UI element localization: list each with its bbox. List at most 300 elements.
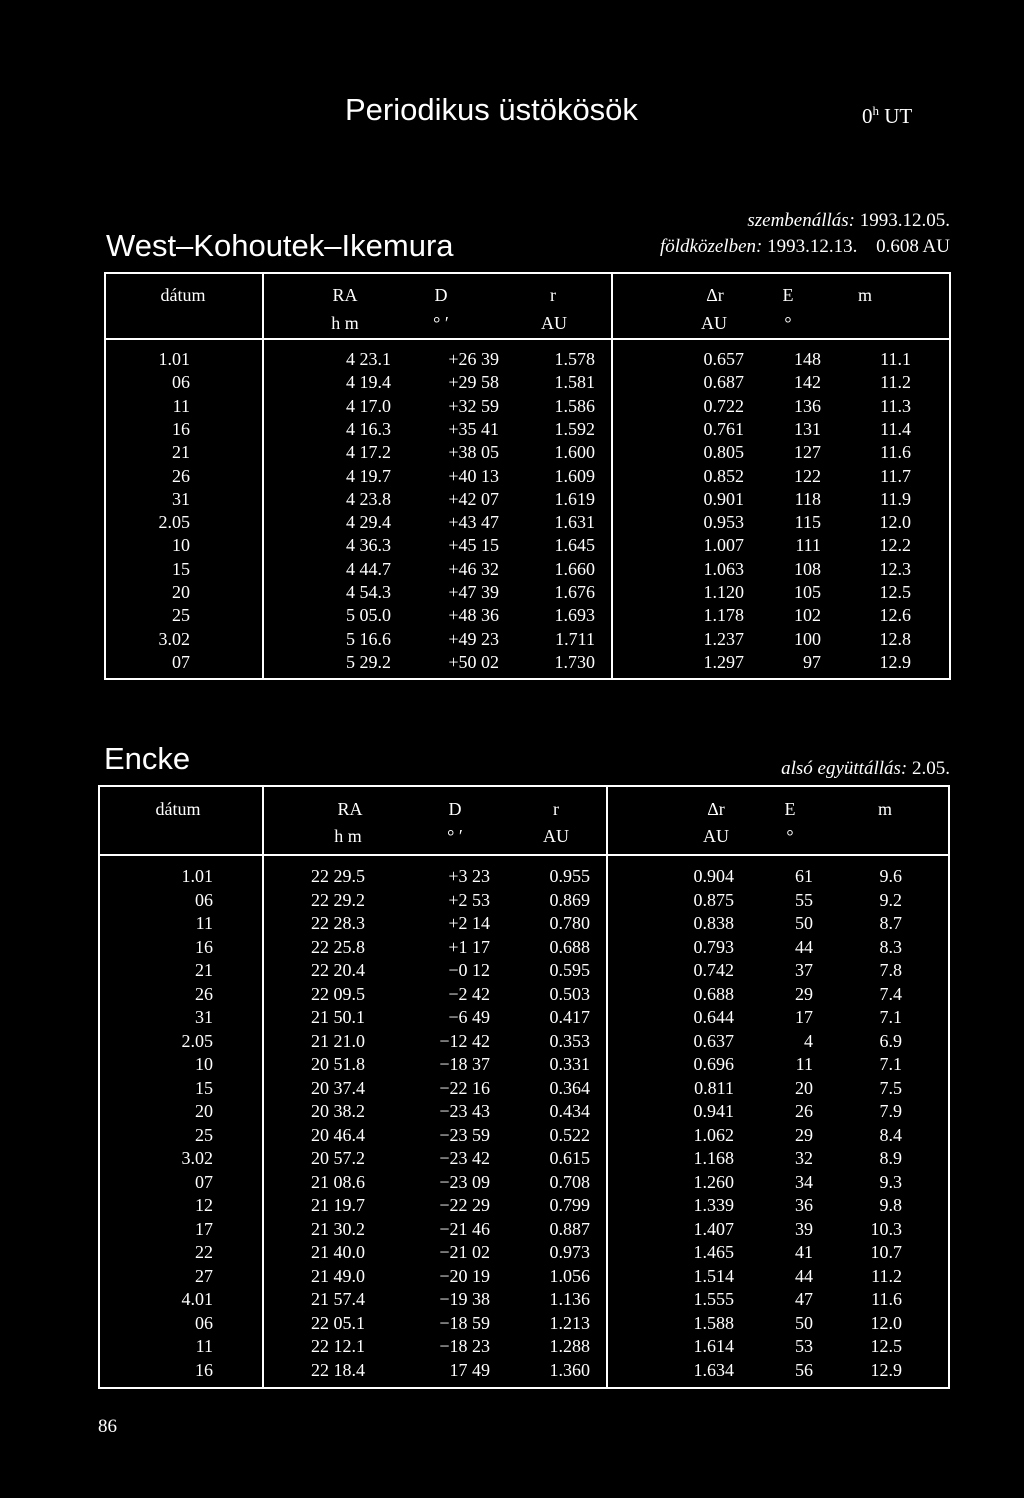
cell-magnitude: 12.9 bbox=[870, 1359, 902, 1380]
cell-elongation: 44 bbox=[795, 1265, 813, 1286]
cell-date: 22 bbox=[195, 1242, 213, 1262]
cell-elongation: 131 bbox=[794, 418, 821, 439]
cell-magnitude: 7.8 bbox=[879, 960, 902, 980]
cell-date: 20 bbox=[172, 582, 190, 602]
cell-r: 1.578 bbox=[554, 349, 595, 369]
cell-date: 11 bbox=[172, 395, 190, 416]
cell-elongation: 37 bbox=[795, 960, 813, 980]
cell-date: 20 bbox=[195, 1101, 213, 1121]
cell-ra: 4 23.1 bbox=[346, 349, 391, 369]
cell-ra: 4 36.3 bbox=[346, 535, 391, 556]
cell-dec: +35 41 bbox=[448, 418, 499, 439]
unit-elongation: ° bbox=[784, 313, 792, 333]
cell-ra: 21 19.7 bbox=[311, 1195, 365, 1215]
cell-ra: 4 17.0 bbox=[346, 395, 391, 416]
cell-dec: +2 14 bbox=[448, 913, 490, 933]
cell-delta-r: 0.875 bbox=[693, 889, 734, 910]
cell-date: 07 bbox=[195, 1171, 213, 1192]
cell-ra: 22 20.4 bbox=[311, 960, 365, 980]
cell-elongation: 29 bbox=[795, 1124, 813, 1145]
cell-magnitude: 8.9 bbox=[879, 1148, 902, 1168]
cell-r: 1.730 bbox=[554, 651, 595, 672]
cell-r: 0.434 bbox=[549, 1101, 590, 1121]
cell-date: 4.01 bbox=[181, 1289, 213, 1309]
cell-elongation: 53 bbox=[795, 1336, 813, 1356]
cell-magnitude: 11.4 bbox=[880, 418, 911, 439]
cell-magnitude: 12.6 bbox=[879, 605, 911, 626]
cell-magnitude: 8.3 bbox=[879, 936, 902, 957]
header-magnitude: m bbox=[857, 285, 872, 305]
unit-delta-r: AU bbox=[703, 826, 729, 846]
cell-dec: −2 42 bbox=[448, 983, 490, 1004]
cell-ra: 21 50.1 bbox=[311, 1007, 365, 1027]
cell-ra: 22 25.8 bbox=[311, 936, 365, 957]
column-divider bbox=[606, 787, 608, 1387]
cell-magnitude: 9.2 bbox=[879, 889, 902, 910]
cell-date: 11 bbox=[195, 1336, 213, 1356]
cell-dec: +47 39 bbox=[448, 582, 499, 602]
unit-r: AU bbox=[543, 826, 569, 846]
cell-r: 0.353 bbox=[549, 1030, 590, 1051]
cell-dec: −6 49 bbox=[448, 1007, 490, 1027]
cell-r: 0.688 bbox=[549, 936, 590, 957]
cell-date: 15 bbox=[195, 1077, 213, 1098]
header-dec: D bbox=[434, 285, 448, 305]
cell-delta-r: 1.120 bbox=[703, 582, 744, 602]
cell-delta-r: 1.062 bbox=[693, 1124, 734, 1145]
cell-date: 1.01 bbox=[181, 866, 213, 886]
cell-r: 0.595 bbox=[549, 960, 590, 980]
unit-dec: ° ′ bbox=[433, 313, 449, 333]
header-elongation: E bbox=[782, 285, 794, 305]
cell-elongation: 118 bbox=[794, 488, 821, 509]
cell-r: 1.581 bbox=[554, 372, 595, 393]
cell-magnitude: 11.6 bbox=[880, 442, 911, 463]
column-divider bbox=[262, 787, 264, 1387]
cell-ra: 20 38.2 bbox=[311, 1101, 365, 1121]
cell-elongation: 105 bbox=[794, 582, 821, 602]
cell-ra: 5 29.2 bbox=[346, 651, 391, 672]
cell-ra: 21 08.6 bbox=[311, 1171, 365, 1192]
cell-dec: +50 02 bbox=[448, 651, 499, 672]
cell-dec: +49 23 bbox=[448, 628, 499, 649]
cell-delta-r: 1.339 bbox=[693, 1195, 734, 1215]
cell-dec: −20 19 bbox=[439, 1265, 490, 1286]
ut-suffix: UT bbox=[884, 104, 913, 128]
cell-elongation: 47 bbox=[795, 1289, 813, 1309]
cell-elongation: 20 bbox=[795, 1077, 813, 1098]
cell-r: 0.869 bbox=[549, 889, 590, 910]
cell-r: 1.360 bbox=[549, 1359, 590, 1380]
cell-r: 1.711 bbox=[555, 628, 595, 649]
cell-delta-r: 0.722 bbox=[703, 395, 744, 416]
cell-magnitude: 8.4 bbox=[879, 1124, 902, 1145]
unit-elongation: ° bbox=[786, 826, 794, 846]
west-perigee-label: földközelben: bbox=[659, 236, 763, 257]
cell-delta-r: 0.761 bbox=[703, 418, 744, 439]
cell-r: 0.780 bbox=[549, 913, 590, 933]
cell-delta-r: 1.297 bbox=[703, 651, 744, 672]
cell-dec: −22 16 bbox=[439, 1077, 490, 1098]
cell-ra: 22 29.2 bbox=[311, 889, 365, 910]
cell-date: 3.02 bbox=[158, 628, 190, 649]
encke-conjunction-note bbox=[781, 758, 950, 780]
cell-magnitude: 11.7 bbox=[880, 465, 911, 486]
cell-r: 1.631 bbox=[554, 512, 595, 533]
cell-dec: −21 46 bbox=[439, 1218, 490, 1239]
cell-magnitude: 9.8 bbox=[879, 1195, 902, 1215]
cell-r: 1.288 bbox=[549, 1336, 590, 1356]
cell-ra: 21 57.4 bbox=[311, 1289, 365, 1309]
cell-magnitude: 10.3 bbox=[870, 1218, 902, 1239]
cell-ra: 5 16.6 bbox=[346, 628, 391, 649]
cell-dec: +43 47 bbox=[448, 512, 499, 533]
cell-delta-r: 0.644 bbox=[693, 1007, 734, 1027]
cell-date: 25 bbox=[195, 1124, 213, 1145]
cell-dec: +1 17 bbox=[448, 936, 490, 957]
cell-dec: +46 32 bbox=[448, 558, 499, 579]
cell-magnitude: 7.1 bbox=[879, 1054, 902, 1074]
cell-r: 1.600 bbox=[554, 442, 595, 463]
cell-magnitude: 12.0 bbox=[870, 1312, 902, 1333]
west-perigee-distance: 0.608 AU bbox=[876, 236, 950, 257]
cell-ra: 4 54.3 bbox=[346, 582, 391, 602]
cell-elongation: 29 bbox=[795, 983, 813, 1004]
cell-date: 17 bbox=[195, 1218, 213, 1239]
page-number: 86 bbox=[98, 1416, 117, 1437]
cell-delta-r: 1.260 bbox=[693, 1171, 734, 1192]
cell-r: 1.660 bbox=[554, 558, 595, 579]
cell-elongation: 97 bbox=[803, 651, 821, 672]
cell-r: 0.708 bbox=[549, 1171, 590, 1192]
cell-dec: −23 09 bbox=[439, 1171, 490, 1192]
cell-r: 0.331 bbox=[549, 1054, 590, 1074]
unit-ra: h m bbox=[331, 313, 359, 333]
cell-r: 1.645 bbox=[554, 535, 595, 556]
header-r: r bbox=[550, 285, 556, 305]
cell-elongation: 111 bbox=[795, 535, 821, 556]
cell-elongation: 56 bbox=[795, 1359, 813, 1380]
cell-dec: −18 59 bbox=[439, 1312, 490, 1333]
cell-dec: +26 39 bbox=[448, 349, 499, 369]
cell-elongation: 102 bbox=[794, 605, 821, 626]
cell-ra: 5 05.0 bbox=[346, 605, 391, 626]
cell-date: 06 bbox=[172, 372, 190, 393]
cell-ra: 22 28.3 bbox=[311, 913, 365, 933]
cell-elongation: 136 bbox=[794, 395, 821, 416]
cell-r: 1.693 bbox=[554, 605, 595, 626]
header-ra: RA bbox=[332, 285, 358, 305]
unit-delta-r: AU bbox=[701, 313, 727, 333]
header-delta-r: Δr bbox=[706, 285, 724, 305]
cell-delta-r: 1.514 bbox=[693, 1265, 734, 1286]
cell-ra: 22 18.4 bbox=[311, 1359, 365, 1380]
cell-date: 1.01 bbox=[158, 349, 190, 369]
cell-r: 0.503 bbox=[549, 983, 590, 1004]
cell-elongation: 61 bbox=[795, 866, 813, 886]
cell-magnitude: 7.1 bbox=[879, 1007, 902, 1027]
cell-dec: +29 58 bbox=[448, 372, 499, 393]
cell-ra: 20 51.8 bbox=[311, 1054, 365, 1074]
comet-name-west: West–Kohoutek–Ikemura bbox=[106, 228, 454, 263]
cell-date: 16 bbox=[172, 418, 190, 439]
cell-elongation: 55 bbox=[795, 889, 813, 910]
cell-dec: −23 43 bbox=[439, 1101, 490, 1121]
west-perigee-note bbox=[660, 236, 950, 258]
cell-magnitude: 7.5 bbox=[879, 1077, 902, 1098]
unit-ra: h m bbox=[334, 826, 362, 846]
cell-ra: 21 40.0 bbox=[311, 1242, 365, 1262]
cell-date: 26 bbox=[172, 465, 190, 486]
cell-elongation: 26 bbox=[795, 1101, 813, 1121]
encke-ephemeris-table bbox=[98, 785, 950, 1389]
cell-date: 27 bbox=[195, 1265, 213, 1286]
cell-r: 1.056 bbox=[549, 1265, 590, 1286]
cell-delta-r: 1.007 bbox=[703, 535, 744, 556]
west-opposition-label: szembenállás: bbox=[747, 210, 855, 231]
cell-ra: 22 12.1 bbox=[311, 1336, 365, 1356]
cell-date: 31 bbox=[172, 488, 190, 509]
cell-r: 0.973 bbox=[549, 1242, 590, 1262]
cell-dec: +48 36 bbox=[448, 605, 499, 626]
cell-delta-r: 0.838 bbox=[693, 913, 734, 933]
cell-dec: +40 13 bbox=[448, 465, 499, 486]
encke-conjunction-label: alsó együttállás: bbox=[781, 758, 908, 779]
cell-dec: +38 05 bbox=[448, 442, 499, 463]
cell-delta-r: 1.237 bbox=[703, 628, 744, 649]
cell-dec: +45 15 bbox=[448, 535, 499, 556]
column-divider bbox=[262, 274, 264, 678]
cell-dec: −0 12 bbox=[448, 960, 490, 980]
cell-elongation: 127 bbox=[794, 442, 821, 463]
cell-r: 0.887 bbox=[549, 1218, 590, 1239]
cell-ra: 4 16.3 bbox=[346, 418, 391, 439]
header-delta-r: Δr bbox=[707, 799, 725, 819]
cell-magnitude: 12.2 bbox=[879, 535, 911, 556]
cell-ra: 21 49.0 bbox=[311, 1265, 365, 1286]
cell-r: 1.213 bbox=[549, 1312, 590, 1333]
cell-ra: 22 09.5 bbox=[311, 983, 365, 1004]
west-ephemeris-table bbox=[104, 272, 951, 680]
ut-main: 0 bbox=[862, 104, 873, 128]
cell-date: 2.05 bbox=[158, 512, 190, 533]
cell-dec: −18 37 bbox=[439, 1054, 490, 1074]
west-opposition-value: 1993.12.05. bbox=[859, 210, 950, 231]
cell-elongation: 115 bbox=[794, 512, 821, 533]
cell-delta-r: 0.742 bbox=[693, 960, 734, 980]
cell-magnitude: 11.2 bbox=[871, 1265, 902, 1286]
cell-ra: 22 29.5 bbox=[311, 866, 365, 886]
cell-magnitude: 9.3 bbox=[879, 1171, 902, 1192]
cell-magnitude: 11.6 bbox=[871, 1289, 902, 1309]
cell-delta-r: 0.805 bbox=[703, 442, 744, 463]
cell-dec: +3 23 bbox=[448, 866, 490, 886]
cell-dec: +32 59 bbox=[448, 395, 499, 416]
cell-magnitude: 12.5 bbox=[870, 1336, 902, 1356]
cell-magnitude: 6.9 bbox=[879, 1030, 902, 1051]
cell-elongation: 34 bbox=[795, 1171, 813, 1192]
cell-magnitude: 11.3 bbox=[880, 395, 911, 416]
header-divider bbox=[100, 854, 948, 856]
cell-ra: 4 44.7 bbox=[346, 558, 391, 579]
cell-dec: −22 29 bbox=[439, 1195, 490, 1215]
cell-delta-r: 1.178 bbox=[703, 605, 744, 626]
cell-r: 0.417 bbox=[549, 1007, 590, 1027]
cell-elongation: 32 bbox=[795, 1148, 813, 1168]
cell-elongation: 142 bbox=[794, 372, 821, 393]
cell-magnitude: 12.9 bbox=[879, 651, 911, 672]
cell-date: 25 bbox=[172, 605, 190, 626]
cell-r: 0.364 bbox=[549, 1077, 590, 1098]
cell-delta-r: 1.168 bbox=[693, 1148, 734, 1168]
cell-dec: +2 53 bbox=[448, 889, 490, 910]
cell-date: 16 bbox=[195, 1359, 213, 1380]
header-date: dátum bbox=[160, 285, 206, 305]
cell-date: 15 bbox=[172, 558, 190, 579]
cell-magnitude: 12.8 bbox=[879, 628, 911, 649]
cell-dec: +42 07 bbox=[448, 488, 499, 509]
cell-magnitude: 12.0 bbox=[879, 512, 911, 533]
cell-date: 12 bbox=[195, 1195, 213, 1215]
cell-dec: −19 38 bbox=[439, 1289, 490, 1309]
cell-date: 21 bbox=[195, 960, 213, 980]
unit-dec: ° ′ bbox=[447, 826, 463, 846]
cell-elongation: 100 bbox=[794, 628, 821, 649]
encke-conjunction-value: 2.05. bbox=[912, 758, 950, 779]
cell-elongation: 4 bbox=[804, 1030, 813, 1051]
cell-magnitude: 12.5 bbox=[879, 582, 911, 602]
cell-magnitude: 9.6 bbox=[879, 866, 902, 886]
cell-delta-r: 0.688 bbox=[693, 983, 734, 1004]
west-perigee-value: 1993.12.13. bbox=[767, 236, 858, 257]
comet-name-encke: Encke bbox=[104, 741, 191, 776]
cell-dec: −23 42 bbox=[439, 1148, 490, 1168]
cell-date: 10 bbox=[195, 1054, 213, 1074]
cell-dec: −21 02 bbox=[439, 1242, 490, 1262]
cell-elongation: 11 bbox=[795, 1054, 813, 1074]
cell-delta-r: 0.941 bbox=[693, 1101, 734, 1121]
cell-ra: 21 30.2 bbox=[311, 1218, 365, 1239]
west-opposition-note bbox=[747, 210, 950, 232]
cell-elongation: 17 bbox=[795, 1007, 813, 1027]
cell-magnitude: 10.7 bbox=[870, 1242, 902, 1262]
cell-delta-r: 0.811 bbox=[694, 1077, 734, 1098]
cell-elongation: 50 bbox=[795, 913, 813, 933]
cell-ra: 20 57.2 bbox=[311, 1148, 365, 1168]
cell-date: 16 bbox=[195, 936, 213, 957]
cell-magnitude: 8.7 bbox=[879, 913, 902, 933]
unit-r: AU bbox=[541, 313, 567, 333]
cell-delta-r: 1.614 bbox=[693, 1336, 734, 1356]
cell-date: 06 bbox=[195, 1312, 213, 1333]
cell-ra: 4 17.2 bbox=[346, 442, 391, 463]
cell-date: 07 bbox=[172, 651, 190, 672]
header-date: dátum bbox=[155, 799, 201, 819]
header-divider bbox=[106, 338, 949, 340]
cell-elongation: 50 bbox=[795, 1312, 813, 1333]
cell-delta-r: 0.687 bbox=[703, 372, 744, 393]
ut-sup: h bbox=[872, 103, 879, 118]
cell-elongation: 122 bbox=[794, 465, 821, 486]
header-ra: RA bbox=[337, 799, 363, 819]
cell-r: 1.136 bbox=[549, 1289, 590, 1309]
cell-date: 3.02 bbox=[181, 1148, 213, 1168]
cell-date: 2.05 bbox=[181, 1030, 213, 1051]
header-magnitude: m bbox=[877, 799, 892, 819]
cell-elongation: 36 bbox=[795, 1195, 813, 1215]
cell-ra: 4 29.4 bbox=[346, 512, 391, 533]
header-r: r bbox=[553, 799, 559, 819]
cell-delta-r: 0.901 bbox=[703, 488, 744, 509]
cell-date: 21 bbox=[172, 442, 190, 463]
cell-ra: 21 21.0 bbox=[311, 1030, 365, 1051]
cell-r: 0.799 bbox=[549, 1195, 590, 1215]
cell-elongation: 108 bbox=[794, 558, 821, 579]
cell-r: 0.955 bbox=[549, 866, 590, 886]
cell-dec: 17 49 bbox=[449, 1359, 490, 1380]
cell-date: 11 bbox=[195, 913, 213, 933]
cell-date: 26 bbox=[195, 983, 213, 1004]
cell-delta-r: 0.696 bbox=[693, 1054, 734, 1074]
cell-delta-r: 1.634 bbox=[693, 1359, 734, 1380]
time-system-label bbox=[862, 103, 912, 129]
cell-elongation: 41 bbox=[795, 1242, 813, 1262]
cell-delta-r: 0.953 bbox=[703, 512, 744, 533]
header-dec: D bbox=[448, 799, 462, 819]
cell-delta-r: 0.852 bbox=[703, 465, 744, 486]
cell-magnitude: 12.3 bbox=[879, 558, 911, 579]
cell-r: 1.586 bbox=[554, 395, 595, 416]
cell-elongation: 148 bbox=[794, 349, 821, 369]
cell-delta-r: 1.588 bbox=[693, 1312, 734, 1333]
cell-elongation: 44 bbox=[795, 936, 813, 957]
cell-ra: 20 37.4 bbox=[311, 1077, 365, 1098]
cell-delta-r: 0.793 bbox=[693, 936, 734, 957]
cell-r: 0.615 bbox=[549, 1148, 590, 1168]
cell-dec: −18 23 bbox=[439, 1336, 490, 1356]
cell-ra: 4 23.8 bbox=[346, 488, 391, 509]
cell-magnitude: 11.1 bbox=[880, 349, 911, 369]
cell-ra: 4 19.4 bbox=[346, 372, 391, 393]
cell-delta-r: 0.904 bbox=[693, 866, 734, 886]
cell-delta-r: 1.063 bbox=[703, 558, 744, 579]
column-divider bbox=[611, 274, 613, 678]
cell-magnitude: 11.2 bbox=[880, 372, 911, 393]
cell-r: 1.619 bbox=[554, 488, 595, 509]
cell-magnitude: 7.4 bbox=[879, 983, 902, 1004]
cell-ra: 22 05.1 bbox=[311, 1312, 365, 1333]
cell-dec: −12 42 bbox=[439, 1030, 490, 1051]
cell-r: 1.592 bbox=[554, 418, 595, 439]
cell-delta-r: 1.465 bbox=[693, 1242, 734, 1262]
cell-date: 10 bbox=[172, 535, 190, 556]
cell-r: 1.609 bbox=[554, 465, 595, 486]
cell-delta-r: 0.657 bbox=[703, 349, 744, 369]
cell-delta-r: 1.407 bbox=[693, 1218, 734, 1239]
cell-magnitude: 11.9 bbox=[880, 488, 911, 509]
cell-date: 31 bbox=[195, 1007, 213, 1027]
cell-delta-r: 1.555 bbox=[693, 1289, 734, 1309]
header-elongation: E bbox=[784, 799, 796, 819]
page-title: Periodikus üstökösök bbox=[345, 92, 638, 127]
cell-r: 0.522 bbox=[549, 1124, 590, 1145]
cell-date: 06 bbox=[195, 889, 213, 910]
cell-magnitude: 7.9 bbox=[879, 1101, 902, 1121]
cell-delta-r: 0.637 bbox=[693, 1030, 734, 1051]
cell-ra: 20 46.4 bbox=[311, 1124, 365, 1145]
cell-dec: −23 59 bbox=[439, 1124, 490, 1145]
cell-r: 1.676 bbox=[554, 582, 595, 602]
